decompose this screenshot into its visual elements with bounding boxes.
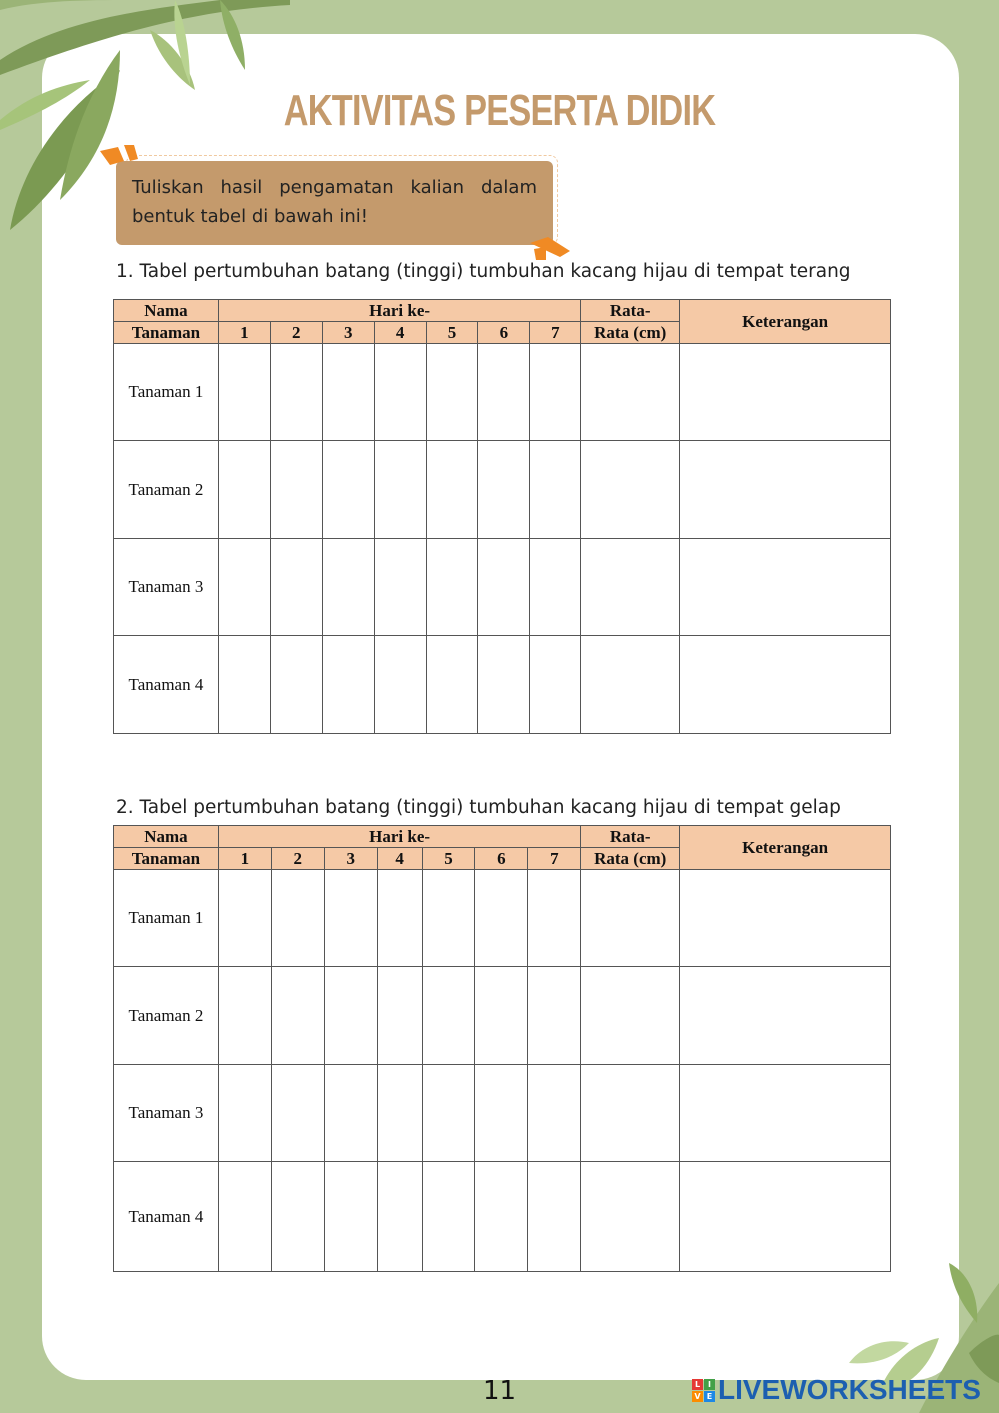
data-cell[interactable]: [426, 441, 478, 539]
header-keterangan: Keterangan: [680, 826, 891, 870]
header-day: 6: [475, 848, 528, 870]
data-cell[interactable]: [271, 870, 324, 967]
data-cell[interactable]: [324, 870, 377, 967]
data-cell[interactable]: [530, 441, 581, 539]
callout-accent-marks: [100, 145, 572, 260]
data-cell[interactable]: [218, 1162, 271, 1272]
header-day: 7: [530, 322, 581, 344]
data-cell[interactable]: [271, 967, 324, 1065]
instruction-callout: [100, 145, 572, 260]
data-cell[interactable]: [374, 539, 426, 636]
row-label: Tanaman 4: [114, 1162, 219, 1272]
page-number: 11: [482, 1376, 517, 1406]
note-cell[interactable]: [680, 967, 891, 1065]
data-cell[interactable]: [426, 539, 478, 636]
header-rata-line2: Rata (cm): [581, 848, 680, 870]
average-cell[interactable]: [581, 344, 680, 441]
data-cell[interactable]: [322, 344, 374, 441]
data-cell[interactable]: [478, 344, 530, 441]
header-day: 3: [324, 848, 377, 870]
data-cell[interactable]: [478, 539, 530, 636]
data-cell[interactable]: [475, 1065, 528, 1162]
table-row: [114, 870, 891, 967]
row-label: Tanaman 1: [114, 870, 219, 967]
header-day: 1: [218, 848, 271, 870]
average-cell[interactable]: [581, 967, 680, 1065]
data-cell[interactable]: [322, 441, 374, 539]
average-cell[interactable]: [581, 1065, 680, 1162]
header-day: 6: [478, 322, 530, 344]
header-rata-line2: Rata (cm): [581, 322, 680, 344]
liveworksheets-watermark: [692, 1374, 981, 1406]
note-cell[interactable]: [680, 1065, 891, 1162]
data-cell[interactable]: [528, 1065, 581, 1162]
data-cell[interactable]: [478, 636, 530, 734]
data-cell[interactable]: [271, 1065, 324, 1162]
header-keterangan: Keterangan: [680, 300, 891, 344]
data-cell[interactable]: [426, 636, 478, 734]
row-label: Tanaman 1: [114, 344, 219, 441]
note-cell[interactable]: [680, 1162, 891, 1272]
header-rata-line1: Rata-: [581, 826, 680, 848]
average-cell[interactable]: [581, 1162, 680, 1272]
note-cell[interactable]: [680, 344, 891, 441]
section-2-title: 2. Tabel pertumbuhan batang (tinggi) tumbuhan kacang hijau di tempat gelap: [116, 797, 841, 818]
data-cell[interactable]: [324, 967, 377, 1065]
table-row: [114, 636, 891, 734]
liveworksheets-logo-icon: L I V E: [692, 1379, 715, 1402]
page-title: AKTIVITAS PESERTA DIDIK: [283, 86, 716, 135]
data-cell[interactable]: [377, 870, 422, 967]
note-cell[interactable]: [680, 539, 891, 636]
table-row: [114, 967, 891, 1065]
note-cell[interactable]: [680, 441, 891, 539]
data-cell[interactable]: [374, 344, 426, 441]
header-day: 7: [528, 848, 581, 870]
header-nama-line1: Nama: [114, 826, 219, 848]
data-cell[interactable]: [377, 1162, 422, 1272]
header-hari: Hari ke-: [218, 300, 580, 322]
data-cell[interactable]: [422, 1162, 475, 1272]
header-nama-line1: Nama: [114, 300, 219, 322]
data-cell[interactable]: [422, 870, 475, 967]
data-cell[interactable]: [422, 967, 475, 1065]
average-cell[interactable]: [581, 539, 680, 636]
note-cell[interactable]: [680, 636, 891, 734]
table-row: [114, 1162, 891, 1272]
header-nama-line2: Tanaman: [114, 848, 219, 870]
header-day: 4: [377, 848, 422, 870]
data-cell[interactable]: [377, 967, 422, 1065]
data-cell[interactable]: [322, 636, 374, 734]
table-row: [114, 1065, 891, 1162]
data-cell[interactable]: [530, 539, 581, 636]
average-cell[interactable]: [581, 441, 680, 539]
data-cell[interactable]: [475, 967, 528, 1065]
table-row: [114, 539, 891, 636]
average-cell[interactable]: [581, 636, 680, 734]
table-row: [114, 441, 891, 539]
header-day: 2: [270, 322, 322, 344]
average-cell[interactable]: [581, 870, 680, 967]
data-cell[interactable]: [271, 1162, 324, 1272]
data-cell[interactable]: [324, 1065, 377, 1162]
header-rata-line1: Rata-: [581, 300, 680, 322]
header-day: 3: [322, 322, 374, 344]
data-cell[interactable]: [218, 870, 271, 967]
data-cell[interactable]: [426, 344, 478, 441]
header-day: 5: [426, 322, 478, 344]
data-cell[interactable]: [270, 441, 322, 539]
section-1-title: 1. Tabel pertumbuhan batang (tinggi) tumbuhan kacang hijau di tempat terang: [116, 261, 851, 282]
row-label: Tanaman 4: [114, 636, 219, 734]
row-label: Tanaman 2: [114, 441, 219, 539]
table-row: [114, 344, 891, 441]
data-cell[interactable]: [218, 636, 270, 734]
data-cell[interactable]: [530, 344, 581, 441]
table-gelap: [113, 825, 891, 1272]
header-nama-line2: Tanaman: [114, 322, 219, 344]
data-cell[interactable]: [528, 870, 581, 967]
data-cell[interactable]: [530, 636, 581, 734]
data-cell[interactable]: [218, 1065, 271, 1162]
note-cell[interactable]: [680, 870, 891, 967]
row-label: Tanaman 3: [114, 1065, 219, 1162]
data-cell[interactable]: [324, 1162, 377, 1272]
header-day: 4: [374, 322, 426, 344]
data-cell[interactable]: [478, 441, 530, 539]
data-cell[interactable]: [218, 344, 270, 441]
header-hari: Hari ke-: [218, 826, 580, 848]
data-cell[interactable]: [270, 636, 322, 734]
data-cell[interactable]: [377, 1065, 422, 1162]
table-terang: [113, 299, 891, 734]
data-cell[interactable]: [270, 344, 322, 441]
data-cell[interactable]: [218, 441, 270, 539]
data-cell[interactable]: [218, 539, 270, 636]
data-cell[interactable]: [528, 967, 581, 1065]
data-cell[interactable]: [322, 539, 374, 636]
data-cell[interactable]: [270, 539, 322, 636]
row-label: Tanaman 3: [114, 539, 219, 636]
data-cell[interactable]: [218, 967, 271, 1065]
row-label: Tanaman 2: [114, 967, 219, 1065]
header-day: 5: [422, 848, 475, 870]
instruction-text: Tuliskan hasil pengamatan kalian dalam bentuk tabel di bawah ini!: [116, 161, 553, 245]
watermark-text: LIVEWORKSHEETS: [718, 1374, 981, 1405]
header-day: 1: [218, 322, 270, 344]
data-cell[interactable]: [374, 636, 426, 734]
data-cell[interactable]: [528, 1162, 581, 1272]
data-cell[interactable]: [475, 870, 528, 967]
data-cell[interactable]: [374, 441, 426, 539]
data-cell[interactable]: [475, 1162, 528, 1272]
data-cell[interactable]: [422, 1065, 475, 1162]
header-day: 2: [271, 848, 324, 870]
